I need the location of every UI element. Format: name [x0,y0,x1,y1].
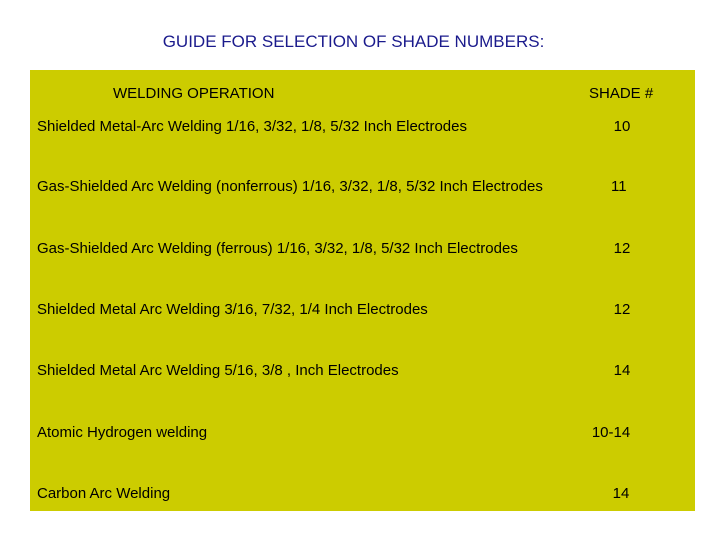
row-operation: Carbon Arc Welding [37,485,171,502]
column-header-shade: SHADE # [589,85,654,102]
row-shade: 12 [613,240,631,257]
row-operation: Gas-Shielded Arc Welding (ferrous) 1/16, 3/32, 1/8, 5/32 Inch Electrodes [37,240,518,257]
row-operation: Atomic Hydrogen welding [37,424,208,441]
row-shade: 10-14 [591,424,631,441]
shade-table [30,70,695,511]
row-operation: Shielded Metal-Arc Welding 1/16, 3/32, 1/8, 5/32 Inch Electrodes [37,118,467,135]
row-operation: Gas-Shielded Arc Welding (nonferrous) 1/16, 3/32, 1/8, 5/32 Inch Electrodes [37,178,543,195]
column-header-operation: WELDING OPERATION [113,85,275,102]
row-shade: 10 [613,118,631,135]
row-shade: 12 [613,301,631,318]
page-title: GUIDE FOR SELECTION OF SHADE NUMBERS: [162,32,545,51]
row-shade: 11 [611,178,627,195]
row-shade: 14 [613,362,631,379]
row-operation: Shielded Metal Arc Welding 3/16, 7/32, 1/4 Inch Electrodes [37,301,428,318]
row-shade: 14 [612,485,630,502]
row-operation: Shielded Metal Arc Welding 5/16, 3/8 , Inch Electrodes [37,362,399,379]
